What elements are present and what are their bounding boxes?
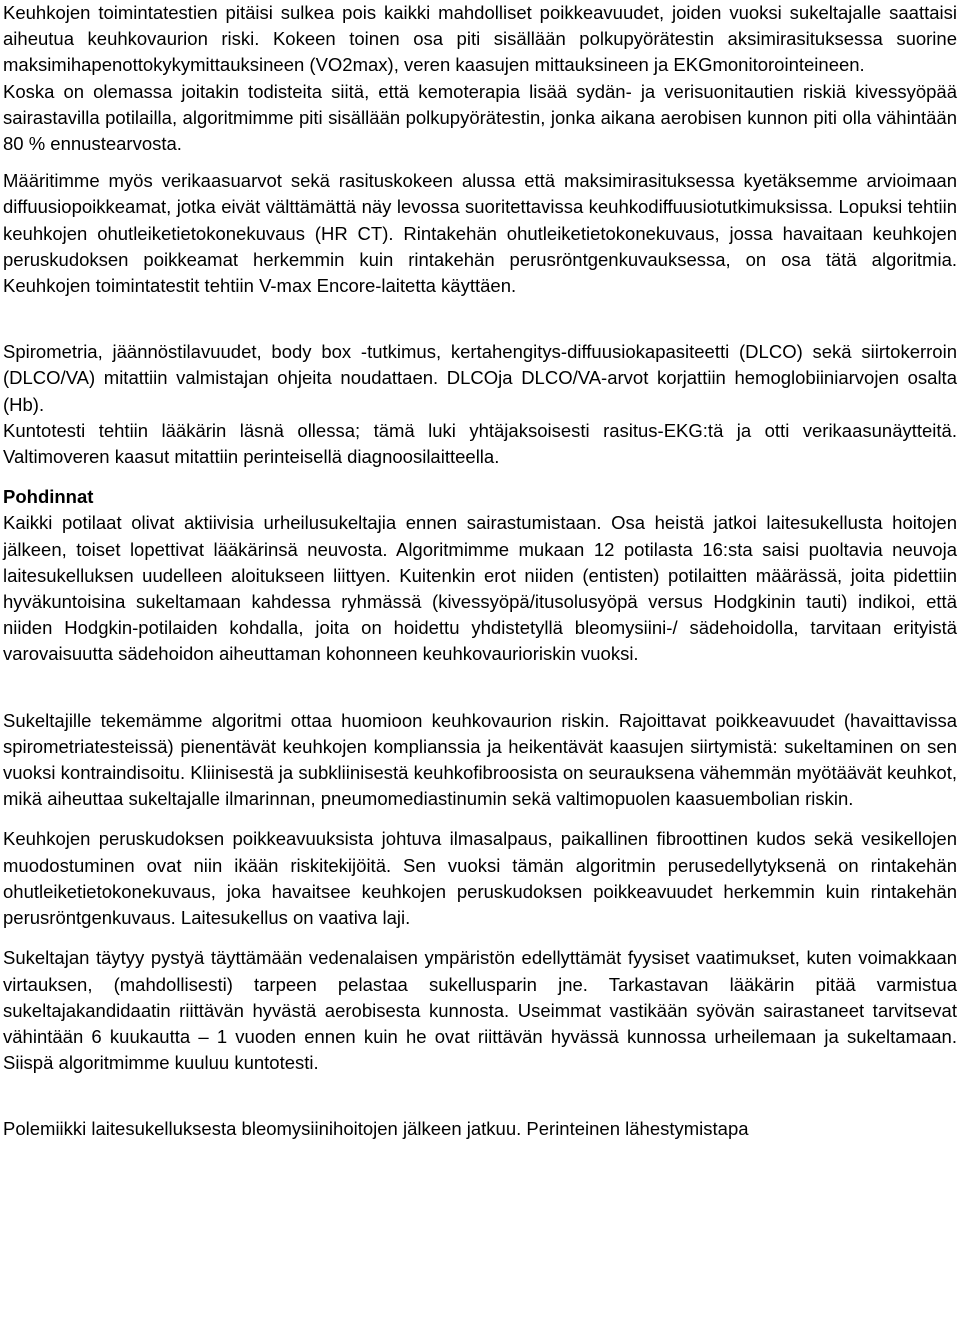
paragraph-blood-gas-values: Määritimme myös verikaasuarvot sekä rasituskokeen alussa että maksimirasituksessa kyetäksemme arvioimaan diffuusiopoikkeamat, jotka eivät välttämättä näy levossa suoritettavissa keuhkodiffuusiotutkimuksissa. Lopuksi tehtiin keuhkojen ohutleiketietokonekuvaus (HR CT). Rintakehän ohutleiketietokonekuvaus, jossa havaitaan keuhkojen peruskudoksen poikkeamat herkemmin kuin rintakehän perusröntgenkuvauksessa, on osa tätä algoritmia. Keuhkojen toimintatestit tehtiin V-max Encore-laitetta käyttäen. [3,170,957,297]
paragraph-spirometry: Spirometria, jäännöstilavuudet, body box -tutkimus, kertahengitys-diffuusiokapasiteetti (DLCO) sekä siirtokerroin (DLCO/VA) mitattiin valmistajan ohjeita noudattaen. DLCOja DLCO/VA-arvot korjattiin hemoglobiiniarvojen osalta (Hb). [3,341,957,415]
paragraph-diver-requirements: Sukeltajan täytyy pystyä täyttämään vedenalaisen ympäristön edellyttämät fyysiset vaatimukset, kuten voimakkaan virtauksen, (mahdollisesti) tarpeen pelastaa sukellusparin jne. Tarkastavan lääkärin pitää varmistua sukeltajakandidaatin riittävän hyvästä aerobisesta kunnosta. Useimmat vastikään syövän sairastaneet tarvitsevat vähintään 6 kuukautta – 1 vuoden ennen kuin he ovat riittävän hyvässä kunnossa urheilemaan ja sukeltamaan. Siispä algoritmimme kuuluu kuntotesti. [3,947,957,1074]
paragraph-air-trapping: Keuhkojen peruskudoksen poikkeavuuksista johtuva ilmasalpaus, paikallinen fibroottinen kudos sekä vesikellojen muodostuminen ovat niin ikään riskitekijöitä. Sen vuoksi tämän algoritmin perusedellytyksenä on rintakehän ohutleiketietokonekuvaus, joka havaitsee keuhkojen peruskudoksen poikkeavuudet herkemmin kuin rintakehän perusröntgenkuvaus. Laitesukellus on vaativa laji. [3,828,957,929]
paragraph-chemotherapy-risk: Koska on olemassa joitakin todisteita siitä, että kemoterapia lisää sydän- ja verisuonitautien riskiä kivessyöpää sairastavilla potilailla, algoritmimme piti sisällään polkupyörätestin, jonka aikana aerobisen kunnon piti olla vähintään 80 % ennustearvosta. [3,80,957,155]
paragraph-algorithm-risk: Sukeltajille tekemämme algoritmi ottaa huomioon keuhkovaurion riskin. Rajoittavat poikkeavuudet (havaittavissa spirometriatesteissä) pienentävät keuhkojen komplianssia ja heikentävät kaasujen siirtymistä: sukeltaminen on sen vuoksi kontraindisoitu. Kliinisestä ja subkliinisestä keuhkofibroosista on seurauksena vähemmän myötäävät keuhkot, mikä aiheuttaa sukeltajalle ilmarinnan, pneumomediastinumin sekä valtimopuolen kaasuembolian riskin. [3,709,957,810]
paragraph-fitness-test: Kuntotesti tehtiin lääkärin läsnä ollessa; tämä luki yhtäjaksoisesti rasitus-EKG:tä ja otti verikaasunäytteitä. Valtimoveren kaasut mitattiin perinteisellä diagnoosilaitteella. [3,419,957,468]
section-heading-discussion: Pohdinnat [3,486,94,508]
document-page [3,0,957,1143]
paragraph-polemic: Polemiikki laitesukelluksesta bleomysiinihoitojen jälkeen jatkuu. Perinteinen lähestymistapa [3,1118,749,1140]
paragraph-patients: Kaikki potilaat olivat aktiivisia urheilusukeltajia ennen sairastumistaan. Osa heistä jatkoi laitesukellusta hoitojen jälkeen, toiset lopettivat lääkärinsä neuvosta. Algoritmimme mukaan 12 potilasta 16:sta saisi puoltavia neuvoja laitesukelluksen uudelleen aloitukseen liittyen. Kuitenkin erot niiden (entisten) potilaitten määrässä, joita pidettiin hyväkuntoisina sukeltamaan kahdessa ryhmässä (kivessyöpä/itusolusyöpä versus Hodgkinin tauti) indikoi, että niiden Hodgkin-potilaiden kohdalla, joita on hoidettu yhdistetyllä bleomysiini-/ sädehoidolla, tarvitaan erityistä varovaisuutta sädehoidon aiheuttaman kohonneen keuhkovaurioriskin vuoksi. [3,512,957,665]
paragraph-lung-function-tests: Keuhkojen toimintatestien pitäisi sulkea pois kaikki mahdolliset poikkeavuudet, joiden vuoksi sukeltajalle saattaisi aiheutua keuhkovaurion riski. Kokeen toinen osa piti sisällään polkupyörätestin aksimirasituksessa suorine maksimihapenottokykymittauksineen (VO2max), veren kaasujen mittauksineen ja EKGmonitorointeineen. [3,2,957,76]
